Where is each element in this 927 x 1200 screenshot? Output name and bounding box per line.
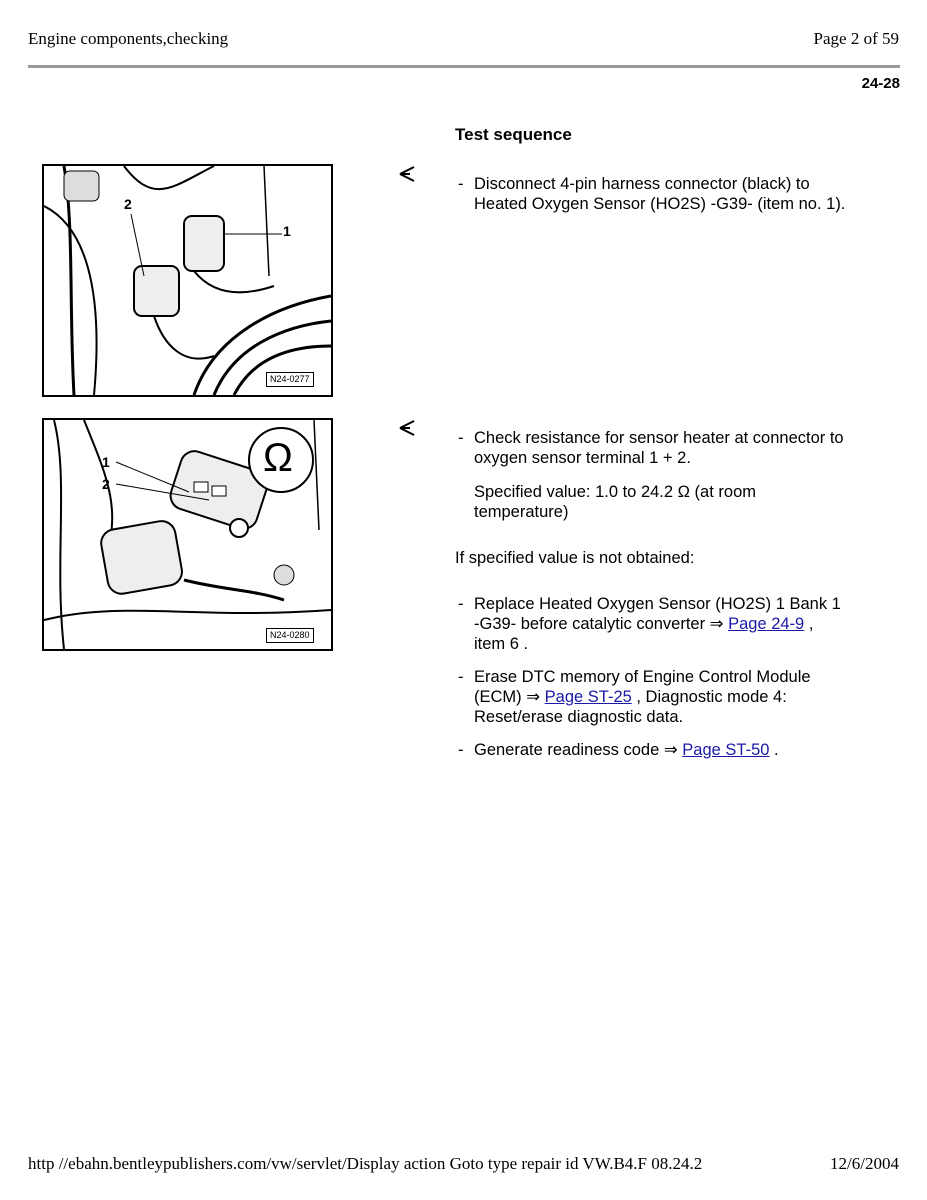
spec-text: temperature): [474, 503, 569, 521]
step-text: Erase DTC memory of Engine Control Module: [474, 668, 811, 686]
figure-connector-photo: [42, 164, 333, 397]
step-text-part: , Diagnostic mode 4:: [631, 688, 787, 706]
callout-2: 2: [124, 196, 132, 212]
page-code: 24-28: [861, 75, 900, 92]
figure-ohmmeter-photo: [42, 418, 333, 651]
step-text-part: -G39- before catalytic converter ⇒: [474, 615, 729, 633]
document-title: Engine components,checking: [28, 29, 229, 48]
step-text: oxygen sensor terminal 1 + 2.: [474, 449, 691, 467]
step-text: Disconnect 4-pin harness connector (black) to: [474, 175, 810, 193]
section-heading: Test sequence: [455, 125, 572, 144]
figure-label: N24-0280: [266, 628, 314, 643]
page-counter: Page 2 of 59: [813, 29, 899, 48]
not-obtained-note: If specified value is not obtained:: [455, 549, 695, 567]
step-text: Heated Oxygen Sensor (HO2S) -G39- (item no. 1).: [474, 195, 846, 213]
list-dash: -: [458, 668, 464, 686]
list-dash: -: [458, 741, 464, 759]
step-text: Replace Heated Oxygen Sensor (HO2S) 1 Bank 1: [474, 595, 841, 613]
step-text: item 6 .: [474, 635, 529, 653]
step-text-part: .: [769, 741, 779, 759]
arrow-left-icon: [398, 419, 416, 441]
arrow-left-icon: [398, 165, 416, 187]
spec-text: Specified value: 1.0 to 24.2 Ω (at room: [474, 483, 756, 501]
callout-1: 1: [102, 454, 110, 470]
step-text-part: ,: [804, 615, 814, 633]
step-text: [474, 687, 894, 707]
ohm-symbol: Ω: [263, 436, 293, 480]
link-page-24-9[interactable]: Page 24-9: [728, 615, 805, 633]
step-text: Check resistance for sensor heater at connector to: [474, 429, 844, 447]
page-footer: [28, 1154, 899, 1174]
header-divider: [28, 65, 900, 68]
callout-2: 2: [102, 476, 110, 492]
specified-value: [474, 482, 894, 522]
list-dash: -: [458, 595, 464, 613]
step-text-part: Generate readiness code ⇒: [474, 741, 683, 759]
footer-date: 12/6/2004: [830, 1154, 899, 1173]
link-page-st-50[interactable]: Page ST-50: [682, 741, 770, 759]
step-text: Reset/erase diagnostic data.: [474, 708, 684, 726]
step-text-part: (ECM) ⇒: [474, 688, 545, 706]
figure-label: N24-0277: [266, 372, 314, 387]
step-text: [474, 614, 894, 634]
list-dash: -: [458, 429, 464, 447]
callout-1: 1: [283, 223, 291, 239]
engine-connector-illustration: [44, 166, 331, 395]
link-page-st-25[interactable]: Page ST-25: [544, 688, 632, 706]
footer-url: http //ebahn.bentleypublishers.com/vw/servlet/Display action Goto type repair id VW.B4.F 08.24.2: [28, 1154, 703, 1173]
list-dash: -: [458, 175, 464, 193]
